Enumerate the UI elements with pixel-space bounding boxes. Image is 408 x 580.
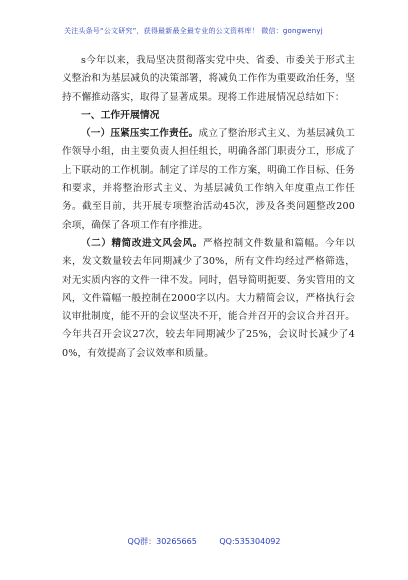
subsection-2-paragraph	[62, 235, 355, 363]
header-notice: 关注头条号“公文研究”，获得最新最全最专业的公文资料库！ 微信：gongwenyj	[64, 27, 323, 35]
subsection-2-body: 严格控制文件数量和篇幅。今年以来，发文数量较去年同期减少了30%，所有文件均经过严格筛选，对无实质内容的文件一律不发。同时，倡导简明扼要、务实管用的文风，文件篇幅一般控制在2000字以内。大力精简会议，严格执行会议审批制度，能不开的会议坚决不开，能合并召开的会议合并召开。今年共召开会议27次，较去年同期减少了25%，会议时长减少了40%，有效提高了会议效率和质量。	[62, 237, 355, 359]
subsection-1-paragraph	[62, 125, 355, 235]
document-body	[62, 52, 355, 363]
footer-qq-group: QQ群：30265665	[127, 537, 197, 546]
footer-contact	[0, 537, 408, 547]
intro-paragraph: s今年以来，我局坚决贯彻落实党中央、省委、市委关于形式主义整治和为基层减负的决策部署，将减负工作作为重要政治任务，坚持不懈推动落实，取得了显著成果。现将工作进展情况总结如下：	[62, 55, 355, 103]
subsection-2-title: （二）精简改进文风会风。	[81, 237, 203, 249]
subsection-1-title: （一）压紧压实工作责任。	[81, 128, 199, 140]
footer-qq: QQ:535304092	[219, 537, 281, 546]
subsection-1-body: 成立了整治形式主义、为基层减负工作领导小组，由主要负责人担任组长，明确各部门职责分工，形成了上下联动的工作机制。制定了详尽的工作方案，明确工作目标、任务和要求，并将整治形式主义、为基层减负工作纳入年度重点工作任务。截至目前，共开展专项整治活动45次，涉及各类问题整改200余项，确保了各项工作有序推进。	[62, 128, 355, 231]
section-heading: 一、工作开展情况	[81, 109, 160, 121]
